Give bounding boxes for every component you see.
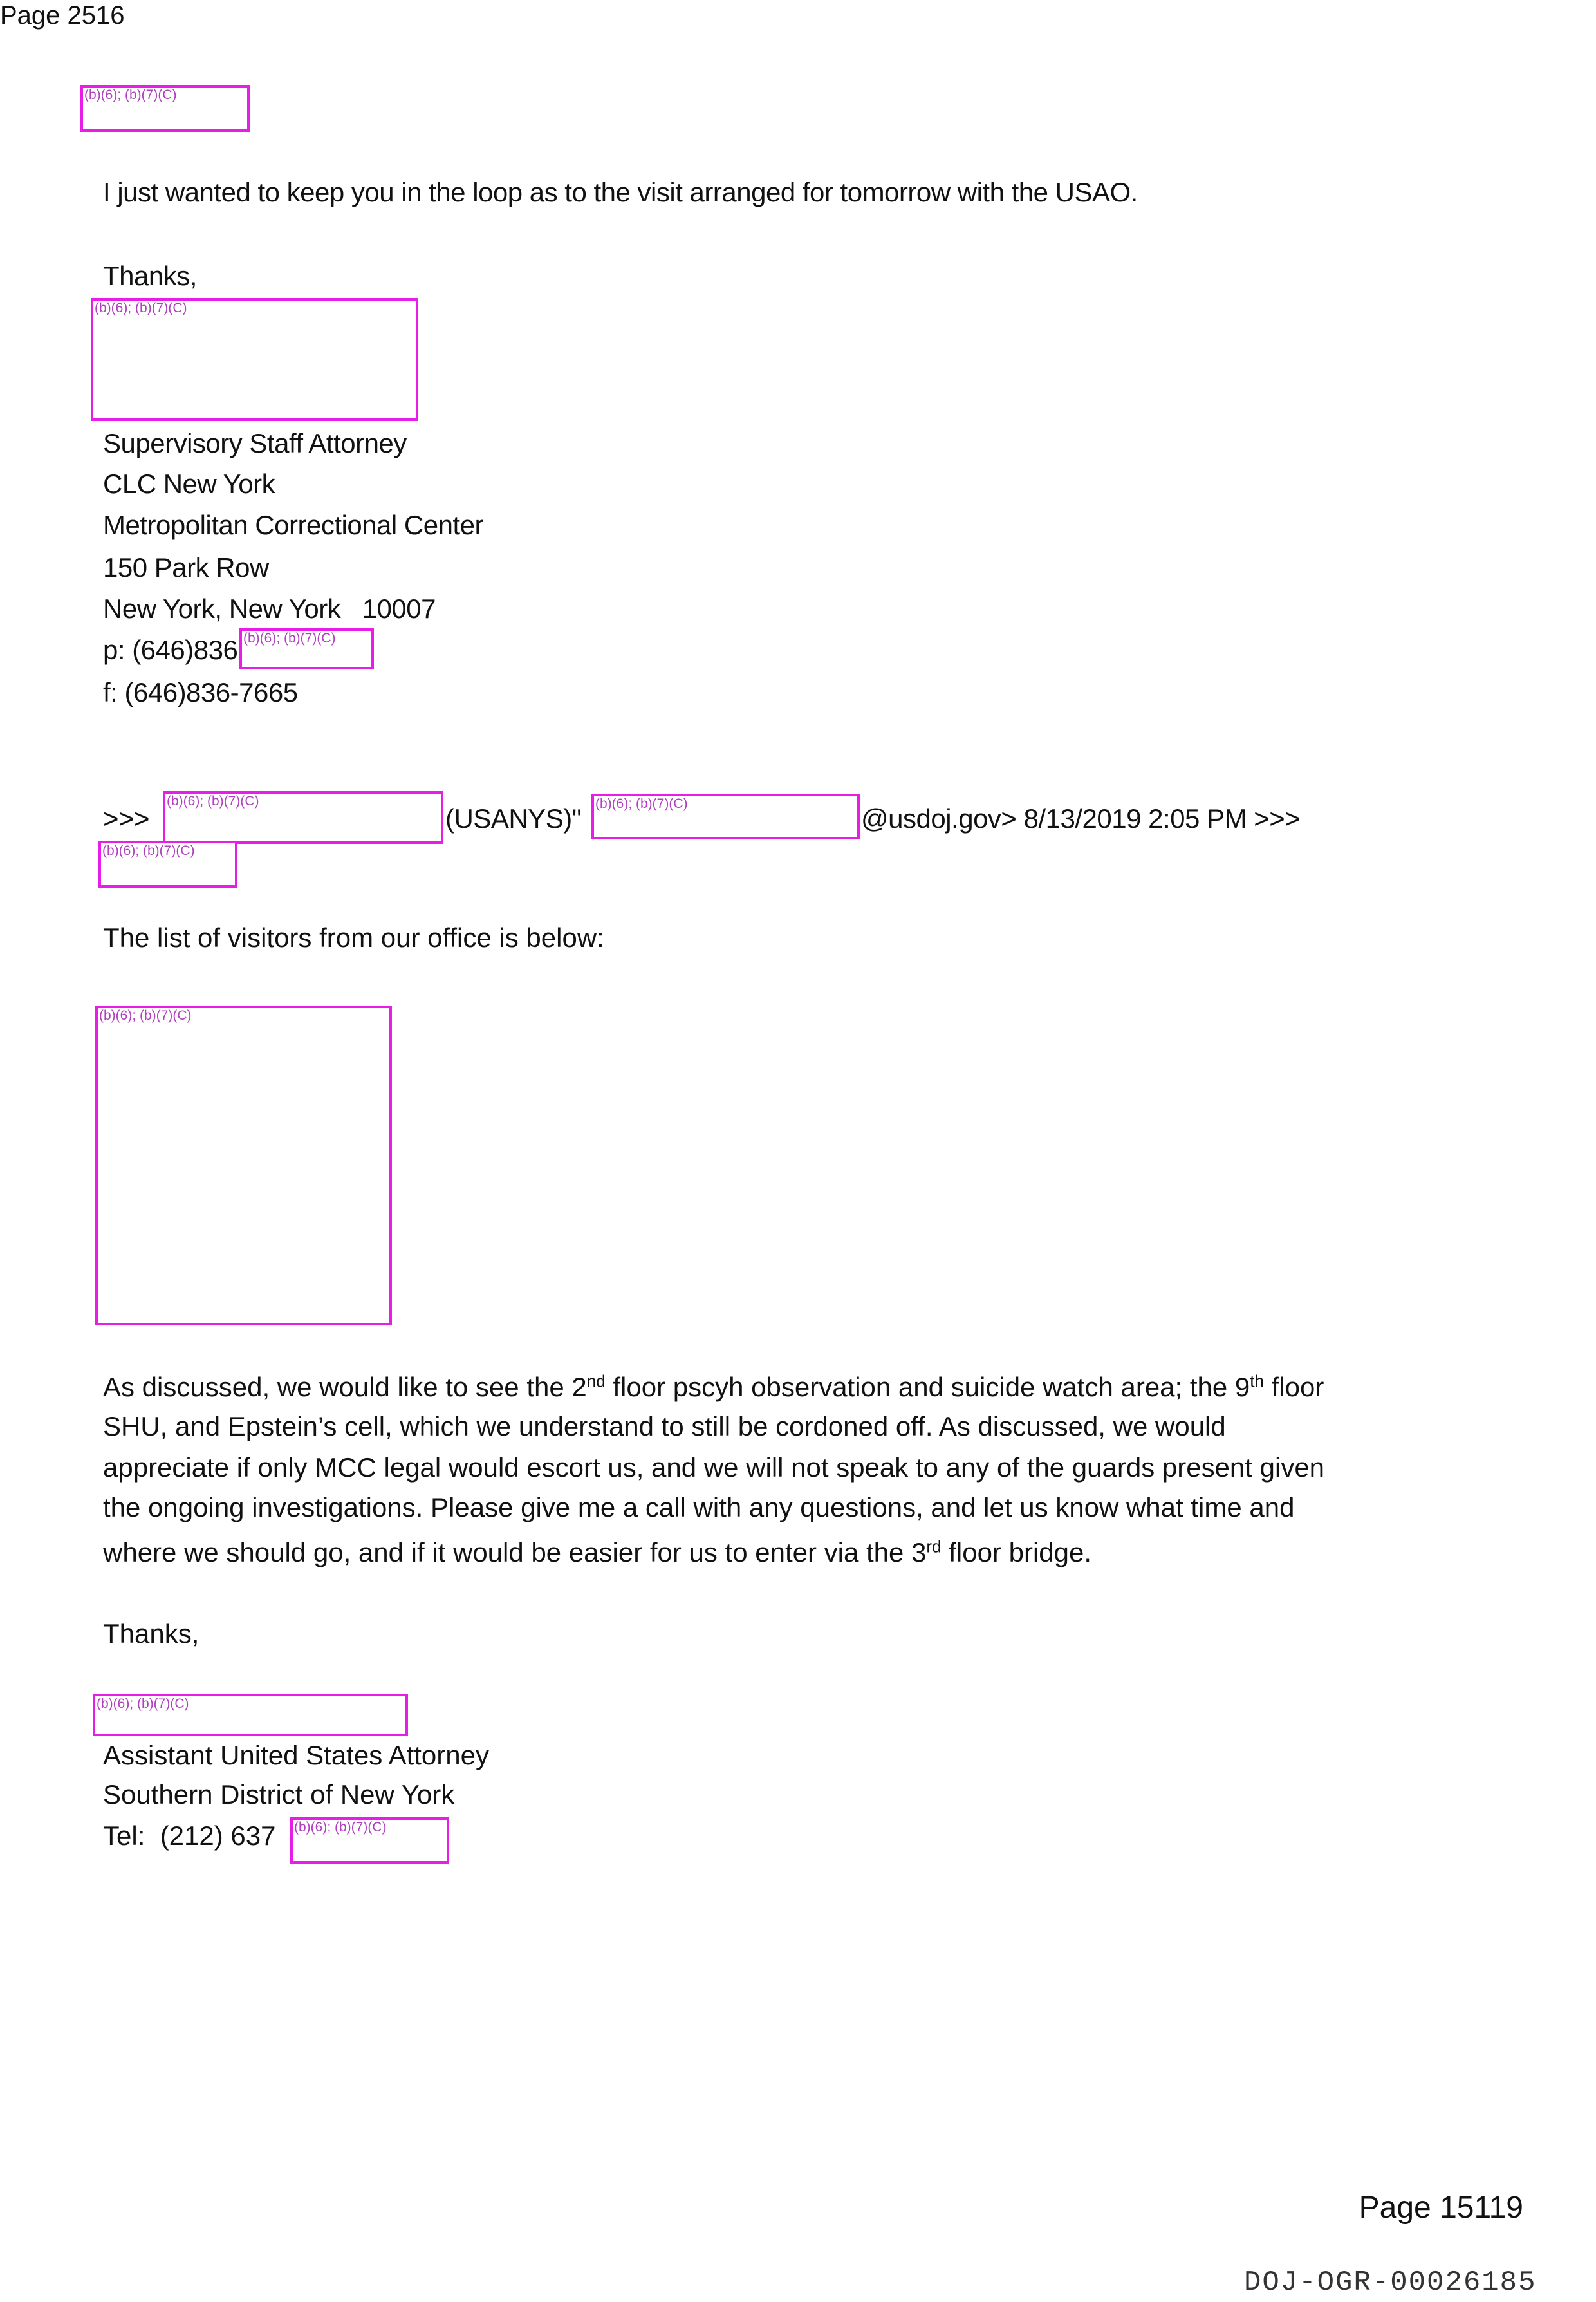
text: floor pscyh observation and suicide watch area; the 9 xyxy=(605,1372,1250,1402)
redaction-label: (b)(6); (b)(7)(C) xyxy=(167,794,259,809)
signature-line: New York, New York 10007 xyxy=(103,594,436,624)
text: floor xyxy=(1264,1372,1324,1402)
footer-page-label: Page 15119 xyxy=(1359,2191,1523,2225)
page-header-label: Page 2516 xyxy=(0,1,125,30)
paragraph-line: appreciate if only MCC legal would escort us, and we will not speak to any of the guards present given xyxy=(103,1452,1325,1483)
paragraph-line xyxy=(103,1368,1324,1407)
paragraph-line xyxy=(103,1533,1091,1572)
bates-number: DOJ-OGR-00026185 xyxy=(1244,2267,1537,2299)
redaction-label: (b)(6); (b)(7)(C) xyxy=(99,1008,192,1023)
redaction-label: (b)(6); (b)(7)(C) xyxy=(243,631,336,646)
visitor-list-intro: The list of visitors from our office is below: xyxy=(103,922,604,953)
redaction-label: (b)(6); (b)(7)(C) xyxy=(595,796,688,811)
redaction-box xyxy=(95,1006,392,1325)
redaction-box xyxy=(91,298,418,421)
signature-line: Assistant United States Attorney xyxy=(103,1740,489,1770)
redaction-box xyxy=(93,1694,408,1736)
reply-closing: Thanks, xyxy=(103,261,197,291)
redaction-label: (b)(6); (b)(7)(C) xyxy=(102,843,195,858)
text: As discussed, we would like to see the 2 xyxy=(103,1372,587,1402)
redaction-box xyxy=(239,628,374,669)
redaction-label: (b)(6); (b)(7)(C) xyxy=(97,1696,189,1711)
quoted-org: (USANYS)" xyxy=(445,803,582,834)
paragraph-line: the ongoing investigations. Please give me a call with any questions, and let us know what time and xyxy=(103,1492,1295,1522)
superscript: rd xyxy=(926,1537,942,1557)
quoted-prefix: >>> xyxy=(103,803,150,834)
redaction-box xyxy=(80,85,250,132)
superscript: nd xyxy=(586,1371,606,1391)
signature-fax: f: (646)836-7665 xyxy=(103,677,298,707)
redaction-label: (b)(6); (b)(7)(C) xyxy=(95,301,187,315)
paragraph-line: SHU, and Epstein’s cell, which we understand to still be cordoned off. As discussed, we would xyxy=(103,1411,1226,1441)
quoted-email-date: @usdoj.gov> 8/13/2019 2:05 PM >>> xyxy=(861,803,1301,834)
text: where we should go, and if it would be easier for us to enter via the 3 xyxy=(103,1537,927,1567)
signature-line: Supervisory Staff Attorney xyxy=(103,428,407,458)
signature-line: 150 Park Row xyxy=(103,552,269,583)
redaction-box xyxy=(98,841,237,888)
signature-phone: p: (646)836 xyxy=(103,635,238,665)
redaction-box xyxy=(290,1817,449,1864)
redaction-box xyxy=(591,794,860,839)
original-closing: Thanks, xyxy=(103,1618,200,1649)
reply-intro: I just wanted to keep you in the loop as to the visit arranged for tomorrow with the USAO. xyxy=(103,177,1138,207)
signature-line: CLC New York xyxy=(103,469,275,499)
signature-phone: Tel: (212) 637 xyxy=(103,1820,276,1851)
text: floor bridge. xyxy=(941,1537,1092,1567)
redaction-label: (b)(6); (b)(7)(C) xyxy=(84,88,177,102)
superscript: th xyxy=(1250,1371,1265,1391)
signature-line: Southern District of New York xyxy=(103,1779,455,1810)
signature-line: Metropolitan Correctional Center xyxy=(103,510,483,540)
redaction-box xyxy=(163,791,443,844)
redaction-label: (b)(6); (b)(7)(C) xyxy=(294,1820,387,1835)
